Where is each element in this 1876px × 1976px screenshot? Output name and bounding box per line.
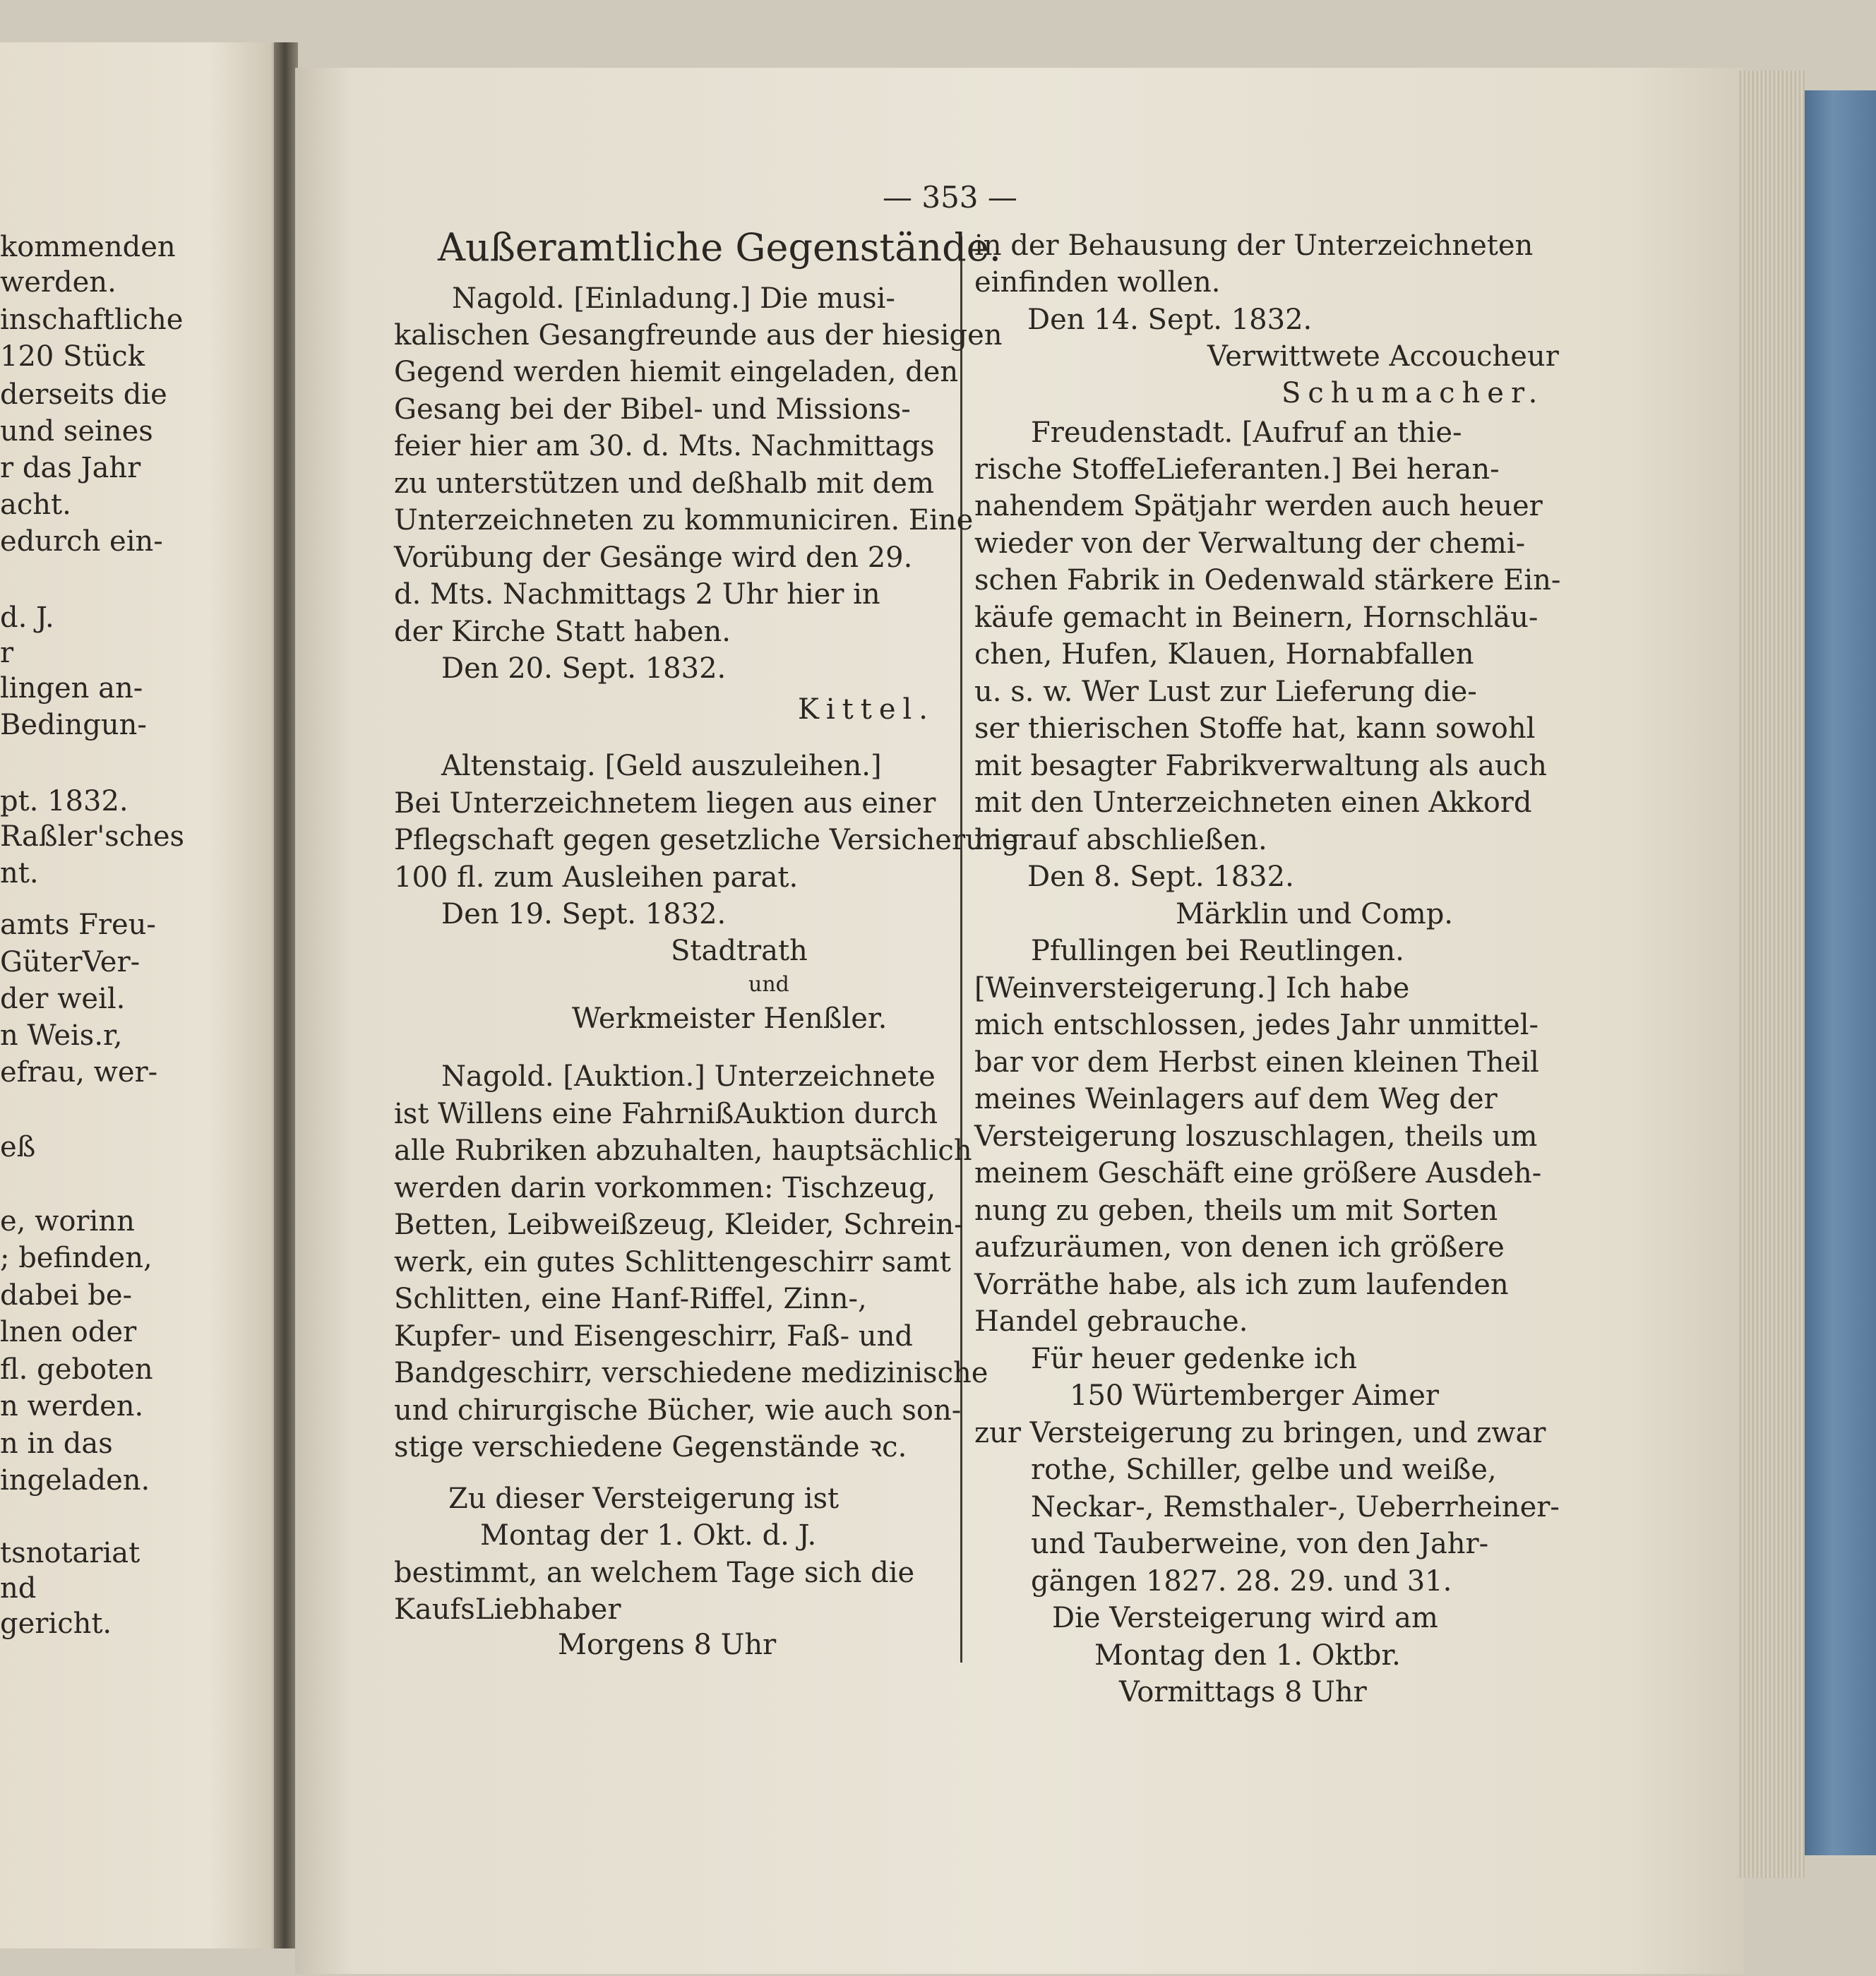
column-divider bbox=[960, 236, 962, 1663]
left-fragment: r das Jahr bbox=[0, 452, 141, 484]
text-line: zur Versteigerung zu bringen, und zwar bbox=[974, 1417, 1546, 1449]
text-line: meines Weinlagers auf dem Weg der bbox=[974, 1083, 1498, 1115]
left-fragment: 120 Stück bbox=[0, 340, 145, 373]
text-line: rische StoffeLieferanten.] Bei heran- bbox=[974, 453, 1500, 486]
left-page bbox=[0, 42, 279, 1948]
left-fragment: gericht. bbox=[0, 1607, 112, 1640]
text-line: feier hier am 30. d. Mts. Nachmittags bbox=[394, 430, 935, 462]
signature: und bbox=[748, 972, 789, 997]
text-line: ser thierischen Stoffe hat, kann sowohl bbox=[974, 712, 1536, 745]
text-line: kalischen Gesangfreunde aus der hiesigen bbox=[394, 319, 1003, 352]
text-line: chen, Hufen, Klauen, Hornabfallen bbox=[974, 638, 1474, 671]
text-line: 150 Würtemberger Aimer bbox=[1070, 1379, 1440, 1412]
signature: Märklin und Comp. bbox=[1176, 898, 1454, 930]
text-line: Betten, Leibweißzeug, Kleider, Schrein- bbox=[394, 1209, 964, 1241]
left-fragment: lingen an- bbox=[0, 672, 143, 705]
left-fragment: efrau, wer- bbox=[0, 1056, 158, 1089]
text-line: nung zu geben, theils um mit Sorten bbox=[974, 1194, 1498, 1227]
text-line: hierauf abschließen. bbox=[974, 824, 1267, 856]
left-fragment: derseits die bbox=[0, 378, 167, 411]
text-line: zu unterstützen und deßhalb mit dem bbox=[394, 467, 934, 500]
text-line: d. Mts. Nachmittags 2 Uhr hier in bbox=[394, 578, 880, 611]
left-fragment: ingeladen. bbox=[0, 1464, 150, 1497]
text-line: werk, ein gutes Schlittengeschirr samt bbox=[394, 1246, 951, 1279]
left-fragment: d. J. bbox=[0, 601, 54, 634]
left-fragment: Raßler'sches bbox=[0, 820, 185, 853]
signature: Werkmeister Henßler. bbox=[572, 1002, 888, 1035]
left-fragment: r bbox=[0, 637, 14, 669]
text-line: Bandgeschirr, verschiedene medizinische bbox=[394, 1357, 988, 1389]
text-line: Vorübung der Gesänge wird den 29. bbox=[394, 541, 913, 574]
text-line: Montag der 1. Okt. d. J. bbox=[480, 1519, 817, 1552]
text-line: rothe, Schiller, gelbe und weiße, bbox=[1031, 1454, 1497, 1486]
left-fragment: GüterVer- bbox=[0, 946, 141, 978]
text-line: Die Versteigerung wird am bbox=[1052, 1602, 1438, 1634]
text-line: KaufsLiebhaber bbox=[394, 1593, 621, 1626]
left-fragment: der weil. bbox=[0, 983, 126, 1015]
left-fragment: acht. bbox=[0, 489, 71, 521]
left-fragment: Bedingun- bbox=[0, 709, 147, 741]
text-line: der Kirche Statt haben. bbox=[394, 616, 731, 648]
text-line: Gesang bei der Bibel- und Missions- bbox=[394, 393, 911, 426]
text-line: Vormittags 8 Uhr bbox=[1119, 1676, 1367, 1708]
text-line: Nagold. [Auktion.] Unterzeichnete bbox=[441, 1060, 936, 1093]
page-edges bbox=[1738, 71, 1805, 1878]
text-line: in der Behausung der Unterzeichneten bbox=[974, 229, 1534, 262]
text-line: werden darin vorkommen: Tischzeug, bbox=[394, 1172, 936, 1204]
text-line: Bei Unterzeichnetem liegen aus einer bbox=[394, 787, 936, 820]
left-fragment: fl. geboten bbox=[0, 1353, 153, 1386]
left-fragment: nd bbox=[0, 1572, 37, 1605]
text-line: und Tauberweine, von den Jahr- bbox=[1031, 1528, 1489, 1560]
text-line: stige verschiedene Gegenstände ꝛc. bbox=[394, 1431, 907, 1463]
text-line: Zu dieser Versteigerung ist bbox=[448, 1483, 840, 1515]
left-fragment: ; befinden, bbox=[0, 1242, 153, 1274]
text-line: [Weinversteigerung.] Ich habe bbox=[974, 972, 1410, 1005]
left-fragment: nt. bbox=[0, 857, 39, 890]
text-line: Altenstaig. [Geld auszuleihen.] bbox=[441, 750, 882, 782]
text-line: 100 fl. zum Ausleihen parat. bbox=[394, 861, 799, 894]
left-fragment: n werden. bbox=[0, 1390, 144, 1423]
text-line: Freudenstadt. [Aufruf an thie- bbox=[1031, 417, 1462, 449]
text-line: Vorräthe habe, als ich zum laufenden bbox=[974, 1269, 1509, 1301]
date-line: Den 8. Sept. 1832. bbox=[1027, 861, 1294, 893]
text-line: Neckar-, Remsthaler-, Ueberrheiner- bbox=[1031, 1491, 1560, 1523]
left-fragment: werden. bbox=[0, 266, 116, 299]
left-fragment: eß bbox=[0, 1131, 36, 1163]
text-line: käufe gemacht in Beinern, Hornschläu- bbox=[974, 601, 1539, 634]
text-line: Morgens 8 Uhr bbox=[558, 1629, 777, 1661]
text-line: Handel gebrauche. bbox=[974, 1305, 1248, 1338]
book-cover-edge bbox=[1805, 90, 1876, 1855]
text-line: Nagold. [Einladung.] Die musi- bbox=[452, 282, 895, 315]
signature: Kittel. bbox=[798, 693, 936, 726]
date-line: Den 20. Sept. 1832. bbox=[441, 652, 727, 685]
text-line: Schlitten, eine Hanf-Riffel, Zinn-, bbox=[394, 1283, 867, 1315]
book-gutter bbox=[274, 42, 298, 1948]
left-fragment: e, worinn bbox=[0, 1205, 135, 1238]
left-fragment: lnen oder bbox=[0, 1316, 137, 1348]
text-line: gängen 1827. 28. 29. und 31. bbox=[1031, 1565, 1452, 1598]
text-line: Montag den 1. Oktbr. bbox=[1094, 1639, 1401, 1672]
signature: Stadtrath bbox=[671, 935, 808, 967]
signature: Verwittwete Accoucheur bbox=[1207, 340, 1559, 373]
text-line: Kupfer- und Eisengeschirr, Faß- und bbox=[394, 1320, 913, 1353]
left-fragment: n Weis.r, bbox=[0, 1019, 123, 1052]
text-line: u. s. w. Wer Lust zur Lieferung die- bbox=[974, 676, 1477, 708]
text-line: einfinden wollen. bbox=[974, 266, 1221, 299]
text-line: mit besagter Fabrikverwaltung als auch bbox=[974, 750, 1547, 782]
text-line: bar vor dem Herbst einen kleinen Theil bbox=[974, 1046, 1539, 1079]
text-line: Gegend werden hiemit eingeladen, den bbox=[394, 356, 959, 388]
left-fragment: edurch ein- bbox=[0, 525, 163, 558]
section-heading: Außeramtliche Gegenstände. bbox=[438, 225, 1001, 270]
text-line: mich entschlossen, jedes Jahr unmittel- bbox=[974, 1009, 1539, 1041]
signature: Schumacher. bbox=[1281, 377, 1545, 409]
date-line: Den 19. Sept. 1832. bbox=[441, 898, 727, 930]
left-fragment: tsnotariat bbox=[0, 1537, 141, 1569]
text-line: mit den Unterzeichneten einen Akkord bbox=[974, 786, 1532, 819]
text-line: wieder von der Verwaltung der chemi- bbox=[974, 527, 1526, 560]
text-line: Versteigerung loszuschlagen, theils um bbox=[974, 1120, 1538, 1153]
left-fragment: amts Freu- bbox=[0, 909, 156, 941]
left-fragment: n in das bbox=[0, 1427, 113, 1460]
text-line: nahendem Spätjahr werden auch heuer bbox=[974, 490, 1543, 522]
text-line: Für heuer gedenke ich bbox=[1031, 1343, 1357, 1375]
left-fragment: und seines bbox=[0, 415, 153, 448]
text-line: Pflegschaft gegen gesetzliche Versicherung bbox=[394, 824, 1020, 856]
text-line: Unterzeichneten zu kommuniciren. Eine bbox=[394, 504, 974, 537]
text-line: bestimmt, an welchem Tage sich die bbox=[394, 1557, 915, 1589]
left-fragment: dabei be- bbox=[0, 1279, 133, 1312]
text-line: aufzuräumen, von denen ich größere bbox=[974, 1231, 1505, 1264]
left-fragment: pt. 1832. bbox=[0, 785, 129, 818]
text-line: schen Fabrik in Oedenwald stärkere Ein- bbox=[974, 564, 1561, 597]
left-fragment: kommenden bbox=[0, 231, 176, 263]
text-line: Pfullingen bei Reutlingen. bbox=[1031, 935, 1404, 967]
text-line: meinem Geschäft eine größere Ausdeh- bbox=[974, 1157, 1542, 1190]
text-line: und chirurgische Bücher, wie auch son- bbox=[394, 1394, 962, 1427]
text-line: alle Rubriken abzuhalten, hauptsächlich bbox=[394, 1134, 972, 1167]
left-fragment: inschaftliche bbox=[0, 304, 184, 336]
page-number: — 353 — bbox=[883, 180, 1017, 215]
date-line: Den 14. Sept. 1832. bbox=[1027, 304, 1313, 336]
text-line: ist Willens eine FahrnißAuktion durch bbox=[394, 1098, 938, 1130]
